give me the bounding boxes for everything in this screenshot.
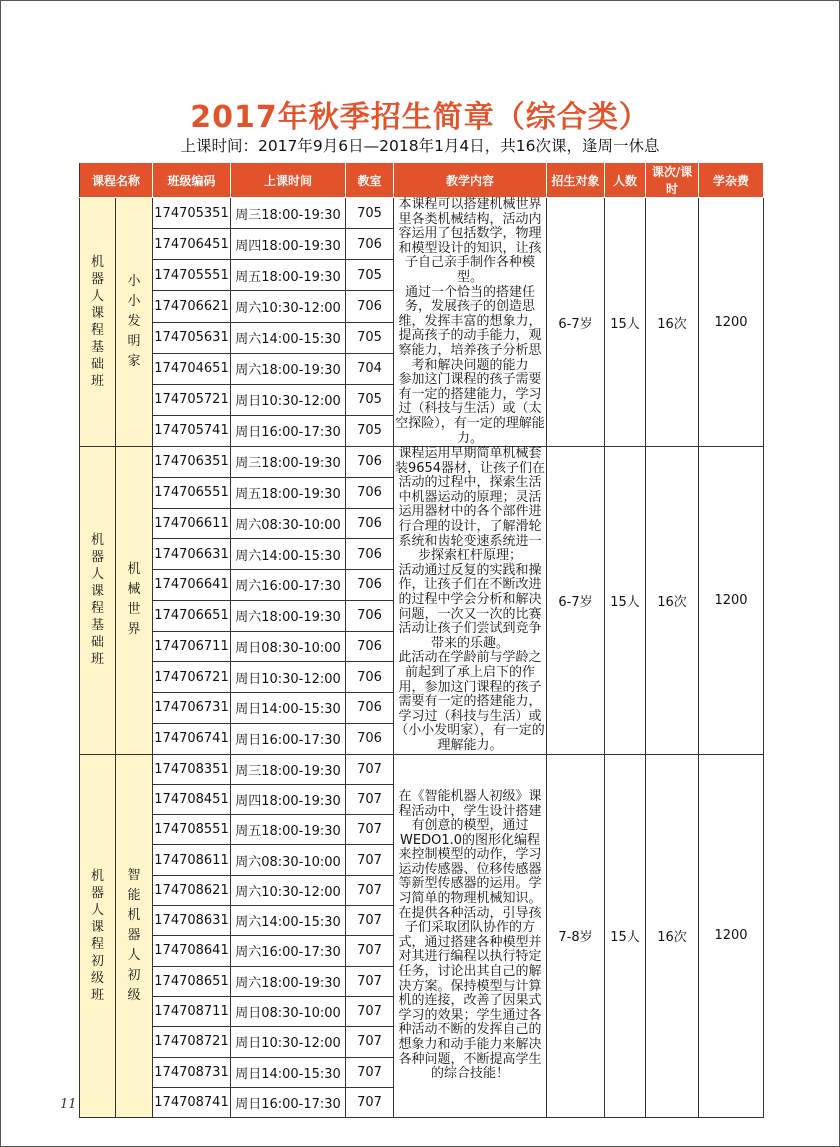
course-name-cell xyxy=(116,754,153,1118)
classroom-cell: 706 xyxy=(346,570,394,601)
class-time-cell: 周日10:30-12:00 xyxy=(231,1027,346,1057)
class-time-cell: 周日16:00-17:30 xyxy=(231,1087,346,1117)
class-code-cell: 174708631 xyxy=(153,906,231,936)
table-row xyxy=(80,198,764,229)
class-time-cell: 周三18:00-19:30 xyxy=(231,754,346,784)
classroom-cell: 707 xyxy=(346,906,394,936)
course-name-cell xyxy=(116,198,153,447)
class-code-cell: 174708741 xyxy=(153,1087,231,1117)
classroom-cell: 706 xyxy=(346,291,394,322)
class-time-cell: 周三18:00-19:30 xyxy=(231,198,346,229)
header-class-code: 班级编码 xyxy=(153,163,231,198)
class-code-cell: 174706351 xyxy=(153,447,231,478)
classroom-cell: 704 xyxy=(346,353,394,384)
class-time-cell: 周五18:00-19:30 xyxy=(231,477,346,508)
classroom-cell: 707 xyxy=(346,1087,394,1117)
class-code-cell: 174708351 xyxy=(153,754,231,784)
classroom-cell: 706 xyxy=(346,508,394,539)
schedule-body xyxy=(80,198,764,1118)
category-cell xyxy=(80,447,116,754)
classroom-cell: 707 xyxy=(346,875,394,905)
classroom-cell: 706 xyxy=(346,631,394,662)
classroom-cell: 706 xyxy=(346,600,394,631)
class-time-cell: 周日16:00-17:30 xyxy=(231,723,346,754)
class-code-cell: 174705351 xyxy=(153,198,231,229)
class-code-cell: 174704651 xyxy=(153,353,231,384)
class-code-cell: 174708651 xyxy=(153,966,231,996)
class-code-cell: 174708731 xyxy=(153,1057,231,1087)
class-code-cell: 174706611 xyxy=(153,508,231,539)
page-subtitle: 上课时间：2017年9月6日—2018年1月4日，共16次课，逢周一休息 xyxy=(180,137,660,155)
class-time-cell: 周六16:00-17:30 xyxy=(231,570,346,601)
classroom-cell: 705 xyxy=(346,322,394,353)
class-time-cell: 周六16:00-17:30 xyxy=(231,936,346,966)
class-size-cell: 15人 xyxy=(605,754,646,1118)
class-time-cell: 周六14:00-15:30 xyxy=(231,539,346,570)
class-code-cell: 174706641 xyxy=(153,570,231,601)
course-name-label: 机械世界 xyxy=(127,562,141,638)
fee-cell: 1200 xyxy=(699,754,764,1118)
header-fee: 学杂费 xyxy=(699,163,764,198)
class-time-cell: 周日10:30-12:00 xyxy=(231,384,346,415)
class-time-cell: 周五18:00-19:30 xyxy=(231,260,346,291)
class-code-cell: 174708621 xyxy=(153,875,231,905)
category-label: 机器人课程基础班 xyxy=(90,255,104,390)
class-time-cell: 周五18:00-19:30 xyxy=(231,815,346,845)
teaching-content-paragraph: 课程运用早期简单机械套装9654器材，让孩子们在活动的过程中，探索生活中机器运动的原理；灵活运用器材中的各个部件进行合理的设计，了解滑轮系统和齿轮变速系统进一步探索杠杆原理； xyxy=(394,446,546,564)
classroom-cell: 706 xyxy=(346,539,394,570)
header-class-size: 人数 xyxy=(605,163,646,198)
class-time-cell: 周六08:30-10:00 xyxy=(231,845,346,875)
classroom-cell: 707 xyxy=(346,936,394,966)
class-code-cell: 174708721 xyxy=(153,1027,231,1057)
sessions-cell: 16次 xyxy=(646,447,699,754)
class-code-cell: 174705721 xyxy=(153,384,231,415)
table-header-row xyxy=(80,163,764,198)
category-label: 机器人课程基础班 xyxy=(90,533,104,668)
teaching-content-paragraph: 本课程可以搭建机械世界里各类机械结构，活动内容运用了包括数学，物理和模型设计的知识，让孩子自己亲手制作各种模型。 xyxy=(398,197,542,285)
classroom-cell: 707 xyxy=(346,815,394,845)
class-time-cell: 周日08:30-10:00 xyxy=(231,996,346,1026)
class-size-cell: 15人 xyxy=(605,447,646,754)
classroom-cell: 707 xyxy=(346,754,394,784)
class-time-cell: 周六18:00-19:30 xyxy=(231,353,346,384)
sessions-cell: 16次 xyxy=(646,754,699,1118)
class-time-cell: 周日14:00-15:30 xyxy=(231,1057,346,1087)
class-code-cell: 174705551 xyxy=(153,260,231,291)
classroom-cell: 706 xyxy=(346,692,394,723)
classroom-cell: 707 xyxy=(346,966,394,996)
header-course-name: 课程名称 xyxy=(80,163,153,198)
classroom-cell: 707 xyxy=(346,1057,394,1087)
class-time-cell: 周六08:30-10:00 xyxy=(231,508,346,539)
classroom-cell: 706 xyxy=(346,477,394,508)
classroom-cell: 707 xyxy=(346,1027,394,1057)
class-time-cell: 周六18:00-19:30 xyxy=(231,600,346,631)
schedule-table xyxy=(79,162,764,1118)
classroom-cell: 707 xyxy=(346,996,394,1026)
class-time-cell: 周六10:30-12:00 xyxy=(231,291,346,322)
teaching-content-paragraph: 此活动在学龄前与学龄之前起到了承上启下的作用，参加这门课程的孩子需要有一定的搭建能力，学习过（科技与生活）或（小小发明家），有一定的理解能力。 xyxy=(395,650,545,753)
class-time-cell: 周六10:30-12:00 xyxy=(231,875,346,905)
category-label: 机器人课程初级班 xyxy=(90,868,104,1003)
category-cell xyxy=(80,198,116,447)
course-name-label: 智能机器人初级 xyxy=(127,867,141,1003)
class-code-cell: 174705631 xyxy=(153,322,231,353)
teaching-content-cell xyxy=(394,198,547,447)
class-time-cell: 周四18:00-19:30 xyxy=(231,229,346,260)
target-age-cell: 6-7岁 xyxy=(547,447,605,754)
class-code-cell: 174706621 xyxy=(153,291,231,322)
class-time-cell: 周日10:30-12:00 xyxy=(231,662,346,693)
class-time-cell: 周六18:00-19:30 xyxy=(231,966,346,996)
class-code-cell: 174706631 xyxy=(153,539,231,570)
classroom-cell: 707 xyxy=(346,845,394,875)
class-time-cell: 周四18:00-19:30 xyxy=(231,784,346,814)
class-code-cell: 174706551 xyxy=(153,477,231,508)
class-code-cell: 174708451 xyxy=(153,784,231,814)
target-age-cell: 6-7岁 xyxy=(547,198,605,447)
class-code-cell: 174706451 xyxy=(153,229,231,260)
class-time-cell: 周六14:00-15:30 xyxy=(231,906,346,936)
teaching-content-paragraph: 在《智能机器人初级》课程活动中，学生设计搭建有创意的模型，通过WEDO1.0的图形化编程来控制模型的动作，学习运动传感器、位移传感器等新型传感器的运用。学习简单的物理机械知识。在提供各种活动，引导孩子们采取团队协作的方式，通过搭建各种模型并对其进行编程以执行特定任务，讨论出其自己的解决方案。保持模型与计算机的连接，改善了因果式学习的效果；学生通过各种活动不断的发挥自己的想象力和动手能力来解决各种问题，不断提高学生的综合技能！ xyxy=(398,788,542,1082)
teaching-content-cell xyxy=(394,447,547,754)
classroom-cell: 705 xyxy=(346,384,394,415)
classroom-cell: 705 xyxy=(346,415,394,446)
course-name-cell xyxy=(116,447,153,754)
course-name-label: 小小发明家 xyxy=(127,274,141,370)
class-time-cell: 周六14:00-15:30 xyxy=(231,322,346,353)
class-code-cell: 174705741 xyxy=(153,415,231,446)
classroom-cell: 705 xyxy=(346,198,394,229)
target-age-cell: 7-8岁 xyxy=(547,754,605,1118)
classroom-cell: 706 xyxy=(346,723,394,754)
table-row xyxy=(80,447,764,478)
classroom-cell: 706 xyxy=(346,229,394,260)
class-code-cell: 174706721 xyxy=(153,662,231,693)
class-size-cell: 15人 xyxy=(605,198,646,447)
fee-cell: 1200 xyxy=(699,198,764,447)
class-time-cell: 周日16:00-17:30 xyxy=(231,415,346,446)
category-cell xyxy=(80,754,116,1118)
teaching-content-paragraph: 参加这门课程的孩子需要有一定的搭建能力，学习过（科技与生活）或（太空探险），有一定的理解能力。 xyxy=(395,372,545,446)
fee-cell: 1200 xyxy=(699,447,764,754)
header-teaching-content: 教学内容 xyxy=(394,163,547,198)
teaching-content-paragraph: 活动通过反复的实践和操作，让孩子们在不断改进的过程中学会分析和解决问题，一次又一次的比赛活动让孩子们尝试到竞争带来的乐趣。 xyxy=(398,562,542,651)
class-code-cell: 174706741 xyxy=(153,723,231,754)
classroom-cell: 706 xyxy=(346,662,394,693)
header-class-time: 上课时间 xyxy=(231,163,346,198)
class-code-cell: 174706711 xyxy=(153,631,231,662)
page-number: 11 xyxy=(60,1097,77,1112)
sessions-cell: 16次 xyxy=(646,198,699,447)
header-target-age: 招生对象 xyxy=(547,163,605,198)
page-title: 2017年秋季招生简章（综合类） xyxy=(190,100,650,135)
teaching-content-paragraph: 通过一个恰当的搭建任务，发展孩子的创造思维，发挥丰富的想象力，提高孩子的动手能力，观察能力，培养孩子分析思考和解决问题的能力 xyxy=(398,284,542,373)
class-time-cell: 周日08:30-10:00 xyxy=(231,631,346,662)
classroom-cell: 707 xyxy=(346,784,394,814)
table-row xyxy=(80,754,764,784)
header-classroom: 教室 xyxy=(346,163,394,198)
header-sessions: 课次/课时 xyxy=(646,163,699,198)
class-code-cell: 174708551 xyxy=(153,815,231,845)
class-code-cell: 174706731 xyxy=(153,692,231,723)
class-code-cell: 174708611 xyxy=(153,845,231,875)
classroom-cell: 705 xyxy=(346,260,394,291)
teaching-content-cell xyxy=(394,754,547,1118)
class-code-cell: 174708641 xyxy=(153,936,231,966)
class-code-cell: 174706651 xyxy=(153,600,231,631)
class-code-cell: 174708711 xyxy=(153,996,231,1026)
class-time-cell: 周日14:00-15:30 xyxy=(231,692,346,723)
class-time-cell: 周三18:00-19:30 xyxy=(231,447,346,478)
classroom-cell: 706 xyxy=(346,447,394,478)
